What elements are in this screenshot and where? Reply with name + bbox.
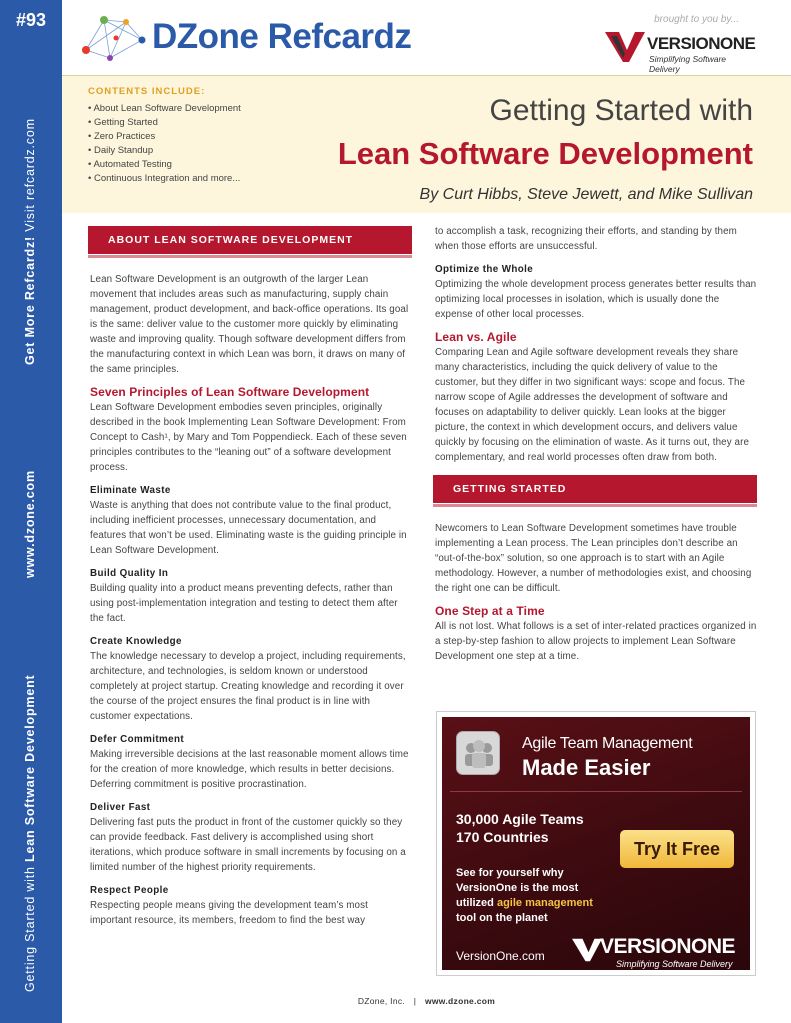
ad-headline-1: Agile Team Management	[522, 735, 693, 752]
ad-brand-name: VERSIONONE	[600, 935, 736, 958]
left-sidebar	[0, 0, 62, 1023]
contents-list	[88, 102, 241, 186]
left-column	[90, 226, 412, 928]
sidebar-tagline[interactable]	[23, 118, 37, 365]
eliminate-waste-paragraph: Waste is anything that does not contribute value to the final product, including inefficient processes, unnecessary documentation, and features that won’t be used. Eliminating waste is the guiding principle in Lean Software Development.	[90, 500, 407, 556]
versionone-advertisement[interactable]	[436, 711, 756, 976]
ad-stat-countries: 170 Countries	[456, 829, 549, 845]
create-knowledge-paragraph: The knowledge necessary to develop a project, including requirements, architecture, and technologies, is seldom known or understood completely at project startup. Creating knowledge and recording it over the course of the project ensures the final product is in line with customer expectations.	[90, 651, 406, 722]
contents-item: • Getting Started	[88, 116, 241, 130]
optimize-whole-paragraph: Optimizing the whole development process generates better results than optimizing local processes in isolation, which is usually done the expense of other local processes.	[435, 279, 757, 320]
one-step-paragraph: All is not lost. What follows is a set of inter-related practices organized in a step-by-step fashion to allow projects to implement Lean Software Development one step at a time.	[435, 621, 757, 662]
title-line-1: Getting Started with	[489, 94, 753, 127]
sponsor-logo[interactable]	[605, 30, 756, 74]
contents-item: • About Lean Software Development	[88, 102, 241, 116]
contents-heading: CONTENTS INCLUDE:	[88, 86, 206, 97]
footer-company: DZone, Inc.	[357, 996, 406, 1006]
title-line-2: Lean Software Development	[337, 136, 753, 171]
header	[62, 0, 791, 76]
footer	[62, 996, 791, 1006]
respect-people-paragraph: Respecting people means giving the development team’s most important resource, its members, freedom to find the best way	[90, 900, 368, 926]
sponsor-tagline: Simplifying Software Delivery	[649, 54, 727, 74]
ad-copy-1: See for yourself why	[456, 867, 564, 879]
heading-eliminate-waste: Eliminate Waste	[90, 485, 171, 496]
heading-respect-people: Respect People	[90, 885, 169, 896]
deliver-fast-paragraph: Delivering fast puts the product in front of the customer quickly so they can provide feedback. Fast delivery is accomplished using short iterations, which produce software in small increments by focusing on a limited number of the highest priority requirements.	[90, 817, 406, 873]
byline: By Curt Hibbs, Steve Jewett, and Mike Sullivan	[419, 186, 753, 203]
contents-item: • Continuous Integration and more...	[88, 172, 241, 186]
ad-brand-tagline: Simplifying Software Delivery	[616, 959, 733, 969]
right-column	[435, 224, 757, 664]
ad-headline-2: Made Easier	[522, 755, 651, 780]
ad-stat-teams: 30,000 Agile Teams	[456, 811, 584, 827]
heading-build-quality: Build Quality In	[90, 568, 169, 579]
seven-principles-paragraph: Lean Software Development embodies seven principles, originally described in the book Implementing Lean Software Development: From Concept to Cash¹, by Mary and Tom Poppendieck. Each of these seven principles contributes to the “leaning out” of a software development process.	[90, 402, 407, 473]
heading-one-step: One Step at a Time	[435, 604, 545, 618]
ad-copy-3-highlight: agile management	[496, 897, 593, 909]
getting-started-paragraph: Newcomers to Lean Software Development sometimes have trouble implementing a Lean process. The Lean principles don’t describe an “out-of-the-box” solution, so one approach is to start with an Agile methodology. However, a number of methodologies exist, and choosing the right one can be difficult.	[435, 523, 752, 594]
sidebar-url[interactable]	[23, 470, 37, 578]
try-it-free-button[interactable]: Try It Free	[620, 830, 734, 868]
issue-number: #93	[15, 10, 47, 30]
contents-item: • Automated Testing	[88, 158, 241, 172]
contents-item: • Zero Practices	[88, 130, 241, 144]
section-bar-about: ABOUT LEAN SOFTWARE DEVELOPMENT	[88, 226, 412, 254]
build-quality-paragraph: Building quality into a product means preventing defects, rather than using post-implementation integration and testing to detect them after the fact.	[90, 583, 398, 624]
versionone-mark-icon	[605, 30, 645, 64]
section-bar-getting-started: GETTING STARTED	[433, 475, 757, 503]
lean-vs-agile-paragraph: Comparing Lean and Agile software development reveals they share many characteristics, including the quick delivery of value to the customer, but they differ in two significant ways: scope and focus. The narrow scope of Agile addresses the development of software and focuses on adaptability to deliver quickly. Lean looks at the bigger picture, the context in which development occurs, and delivers value quickly by focusing on the elimination of waste. As it turns out, they are complementary, and real world processes often draw from both.	[435, 347, 749, 463]
sidebar-doc-title	[23, 675, 37, 992]
sidebar-url-text: www.dzone.com	[23, 470, 37, 578]
versionone-mark-icon	[572, 935, 602, 965]
footer-url-link[interactable]: www.dzone.com	[424, 996, 496, 1006]
continued-paragraph: to accomplish a task, recognizing their efforts, and standing by them when those efforts are unsuccessful.	[435, 226, 737, 252]
ad-divider	[450, 791, 742, 792]
defer-commitment-paragraph: Making irreversible decisions at the last reasonable moment allows time for the creation of more knowledge, which results in better decisions. Deferring commitment is positive procrastination.	[90, 749, 409, 790]
ad-url-link[interactable]: VersionOne.com	[456, 949, 545, 963]
brand-title[interactable]: DZone Refcardz	[152, 17, 412, 56]
team-icon	[456, 731, 500, 775]
ad-copy-3	[456, 897, 593, 909]
contents-item: • Daily Standup	[88, 144, 241, 158]
ad-copy-4: tool on the planet	[456, 912, 548, 924]
sponsor-name: VERSIONONE	[647, 34, 756, 53]
ad-versionone-logo	[572, 935, 736, 970]
ad-copy-2: VersionOne is the most	[456, 882, 579, 894]
sidebar-title-prefix: Getting Started with	[23, 861, 37, 992]
network-graph-icon	[80, 12, 150, 64]
heading-deliver-fast: Deliver Fast	[90, 802, 151, 813]
footer-separator: |	[413, 996, 417, 1006]
about-paragraph: Lean Software Development is an outgrowth of the larger Lean movement that includes areas such as manufacturing, supply chain management, product development, and back-office operations. Its goal is the same: deliver value to the customer more quickly by eliminating waste and improving quality. Though software development differs from the manufacturing context in which Lean was born, it draws on many of the same principles.	[90, 274, 409, 375]
heading-lean-vs-agile: Lean vs. Agile	[435, 330, 517, 344]
heading-seven-principles: Seven Principles of Lean Software Development	[90, 385, 370, 399]
heading-defer-commitment: Defer Commitment	[90, 734, 185, 745]
sidebar-tagline-rest: Visit refcardz.com	[23, 118, 37, 236]
sidebar-title-bold: Lean Software Development	[23, 674, 37, 862]
ad-copy-3a: utilized	[456, 897, 497, 909]
heading-optimize-whole: Optimize the Whole	[435, 264, 534, 275]
heading-create-knowledge: Create Knowledge	[90, 636, 182, 647]
sidebar-tagline-bold: Get More Refcardz!	[23, 235, 37, 365]
title-band	[62, 76, 791, 213]
brought-to-you-by: brought to you by...	[654, 14, 739, 25]
ad-panel	[442, 717, 750, 970]
